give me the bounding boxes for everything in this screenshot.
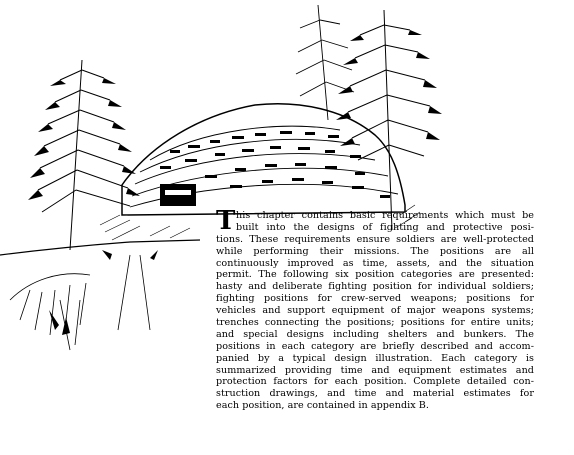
text-line: his chapter contains basic requirements which must be	[236, 210, 534, 221]
text-line: continuously improved as time, assets, and the situation	[216, 257, 534, 269]
text-line: while performing their missions. The positions are all	[216, 245, 534, 257]
text-line: summarized providing time and equipment estimates and	[216, 364, 534, 376]
text-line: and special designs including shelters and bunkers. The	[216, 328, 534, 340]
text-line: permit. The following six position categories are presented:	[216, 269, 534, 281]
chapter-intro-text	[216, 206, 534, 412]
text-line: each position, are contained in appendix B.	[216, 400, 430, 412]
text-line: vehicles and support equipment of major weapons systems;	[216, 305, 534, 317]
text-line: built into the designs of fighting and protective posi-	[236, 221, 534, 233]
text-line: struction drawings, and time and material estimates for	[216, 388, 534, 400]
text-line: fighting positions for crew-served weapons; positions for	[216, 293, 534, 305]
text-line: panied by a typical design illustration. Each category is	[216, 352, 534, 364]
text-line: tions. These requirements ensure soldiers are well-protected	[216, 233, 534, 245]
text-line: trenches connecting the positions; positions for entire units;	[216, 317, 534, 329]
drop-cap: T	[216, 206, 236, 236]
text-line: protection factors for each position. Complete detailed con-	[216, 376, 534, 388]
text-line: hasty and deliberate fighting position for individual soldiers;	[216, 281, 534, 293]
text-line: positions in each category are briefly described and accom-	[216, 340, 534, 352]
